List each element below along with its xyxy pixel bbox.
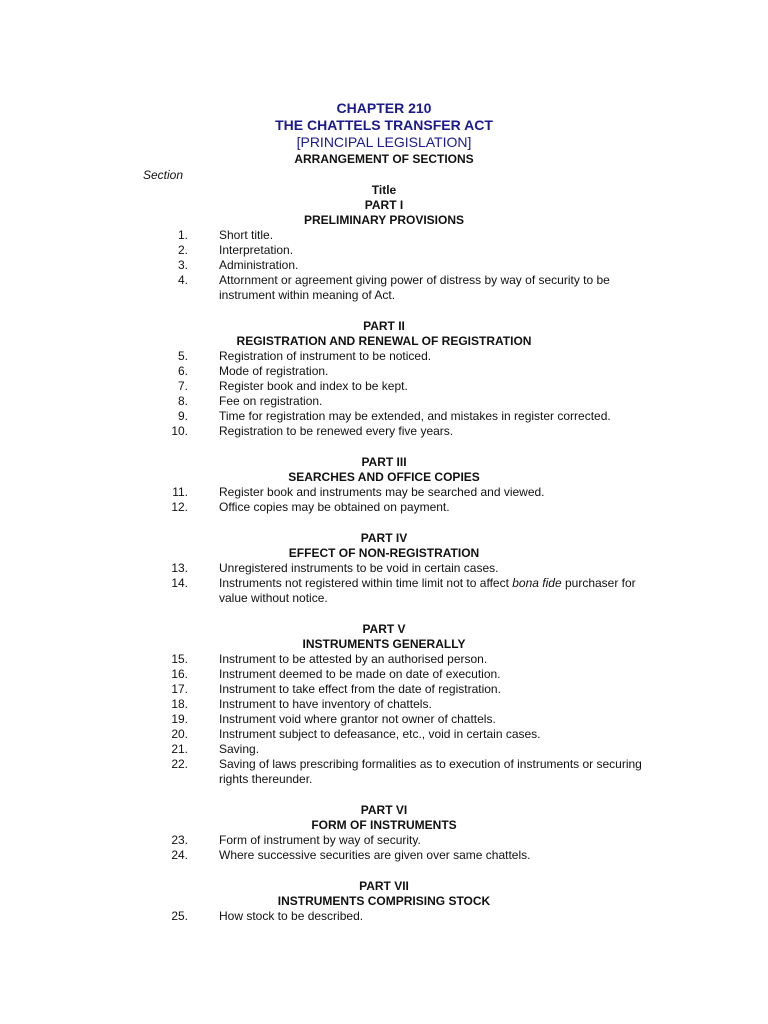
section-number: 6.: [177, 364, 188, 378]
section-number: 2.: [177, 243, 188, 257]
arrangement-heading: ARRANGEMENT OF SECTIONS: [294, 152, 474, 166]
part-number: PART VII: [359, 879, 409, 893]
section-title-italic: bona fide: [512, 576, 562, 590]
section-entry: [0, 576, 768, 606]
part-block: [0, 455, 768, 515]
section-number: 20.: [171, 727, 188, 741]
section-number: 15.: [171, 652, 188, 666]
section-number: 24.: [171, 848, 188, 862]
section-title: Registration to be renewed every five years.: [219, 424, 454, 438]
parts-list: [0, 198, 768, 924]
section-number: 22.: [171, 757, 188, 771]
section-entry: [0, 667, 768, 682]
section-number: 7.: [177, 379, 188, 393]
section-entry: [0, 364, 768, 379]
part-block: [0, 319, 768, 439]
section-number: 13.: [171, 561, 188, 575]
section-title: How stock to be described.: [219, 909, 364, 923]
part-heading: PRELIMINARY PROVISIONS: [303, 213, 465, 227]
section-entry: [0, 394, 768, 409]
section-title: Interpretation.: [219, 243, 294, 257]
part-heading: INSTRUMENTS GENERALLY: [302, 637, 466, 651]
section-entry: [0, 727, 768, 742]
part-heading: EFFECT OF NON-REGISTRATION: [288, 546, 480, 560]
chapter-number: CHAPTER 210: [336, 100, 432, 116]
act-title: THE CHATTELS TRANSFER ACT: [275, 117, 493, 133]
section-title: Form of instrument by way of security.: [219, 833, 421, 847]
section-list: [0, 349, 768, 439]
section-list: [0, 909, 768, 924]
part-number: PART V: [362, 622, 406, 636]
part-block: [0, 198, 768, 303]
section-number: 23.: [171, 833, 188, 847]
section-entry: [0, 485, 768, 500]
section-number: 19.: [171, 712, 188, 726]
part-block: [0, 531, 768, 606]
section-entry: [0, 424, 768, 439]
part-number: PART IV: [360, 531, 408, 545]
section-title: [219, 576, 649, 606]
section-title: Saving of laws prescribing formalities as to execution of instruments or securing rights thereunder.: [219, 757, 642, 786]
section-title: Instrument to take effect from the date of registration.: [219, 682, 501, 696]
section-list: [0, 228, 768, 303]
section-number: 17.: [171, 682, 188, 696]
part-number: PART VI: [360, 803, 408, 817]
part-heading: FORM OF INSTRUMENTS: [311, 818, 457, 832]
section-title: Where successive securities are given over same chattels.: [219, 848, 531, 862]
section-entry: [0, 652, 768, 667]
section-entry: [0, 712, 768, 727]
part-heading: REGISTRATION AND RENEWAL OF REGISTRATION: [236, 334, 532, 348]
section-title: Time for registration may be extended, and mistakes in register corrected.: [219, 409, 611, 423]
document-page: [0, 100, 768, 924]
section-number: 4.: [177, 273, 188, 287]
part-heading: INSTRUMENTS COMPRISING STOCK: [277, 894, 491, 908]
section-number: 1.: [177, 228, 188, 242]
section-number: 18.: [171, 697, 188, 711]
section-list: [0, 485, 768, 515]
section-title-part: purchaser for value without notice.: [219, 576, 636, 605]
section-entry: [0, 379, 768, 394]
section-number: 12.: [171, 500, 188, 514]
title-column-label: Title: [371, 183, 397, 197]
section-entry: [0, 349, 768, 364]
part-number: PART I: [364, 198, 404, 212]
section-title: Attornment or agreement giving power of distress by way of security to be instrument within meaning of Act.: [219, 273, 610, 302]
section-entry: [0, 742, 768, 757]
section-number: 11.: [172, 485, 188, 499]
section-title: Instrument subject to defeasance, etc., void in certain cases.: [219, 727, 541, 741]
section-entry: [0, 833, 768, 848]
section-entry: [0, 273, 768, 303]
section-number: 9.: [177, 409, 188, 423]
section-number: 5.: [177, 349, 188, 363]
section-title: Register book and instruments may be searched and viewed.: [219, 485, 545, 499]
section-entry: [0, 243, 768, 258]
section-number: 14.: [171, 576, 188, 590]
part-block: [0, 879, 768, 924]
section-title: Short title.: [219, 228, 274, 242]
section-entry: [0, 909, 768, 924]
section-number: 10.: [171, 424, 188, 438]
section-list: [0, 652, 768, 787]
part-number: PART III: [361, 455, 407, 469]
part-block: [0, 803, 768, 863]
section-entry: [0, 228, 768, 243]
section-entry: [0, 697, 768, 712]
section-number: 21.: [171, 742, 188, 756]
section-number: 25.: [171, 909, 188, 923]
section-number: 8.: [177, 394, 188, 408]
section-entry: [0, 409, 768, 424]
section-title-part: Instruments not registered within time limit not to affect: [219, 576, 513, 590]
section-title: Fee on registration.: [219, 394, 323, 408]
section-entry: [0, 258, 768, 273]
section-entry: [0, 757, 768, 787]
section-entry: [0, 561, 768, 576]
section-title: Saving.: [219, 742, 260, 756]
section-entry: [0, 500, 768, 515]
section-title: Registration of instrument to be noticed.: [219, 349, 432, 363]
section-title: Instrument to be attested by an authorised person.: [219, 652, 488, 666]
section-title: Administration.: [219, 258, 299, 272]
section-list: [0, 833, 768, 863]
section-number: 3.: [177, 258, 188, 272]
section-title: Register book and index to be kept.: [219, 379, 408, 393]
section-title: Instrument deemed to be made on date of execution.: [219, 667, 501, 681]
section-title: Unregistered instruments to be void in certain cases.: [219, 561, 499, 575]
section-entry: [0, 848, 768, 863]
section-title: Mode of registration.: [219, 364, 329, 378]
part-number: PART II: [363, 319, 405, 333]
section-list: [0, 561, 768, 606]
section-number: 16.: [171, 667, 188, 681]
section-column-label: Section: [143, 168, 184, 182]
part-heading: SEARCHES AND OFFICE COPIES: [288, 470, 480, 484]
section-title: Instrument to have inventory of chattels.: [219, 697, 432, 711]
section-title: Instrument void where grantor not owner of chattels.: [219, 712, 496, 726]
section-entry: [0, 682, 768, 697]
section-title: Office copies may be obtained on payment.: [219, 500, 450, 514]
principal-legislation-label: [PRINCIPAL LEGISLATION]: [296, 134, 472, 150]
part-block: [0, 622, 768, 787]
